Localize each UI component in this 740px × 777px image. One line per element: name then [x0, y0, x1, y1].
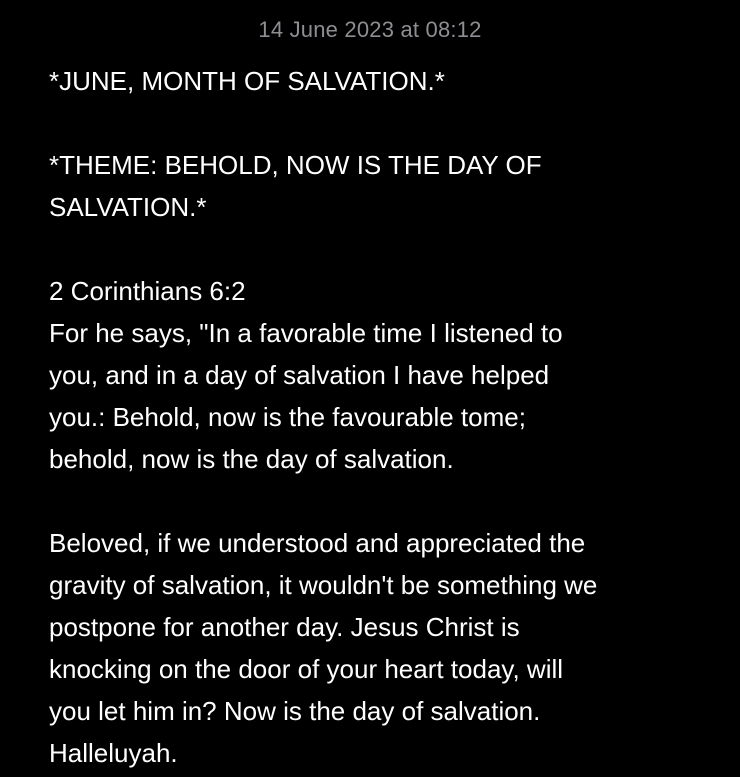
note-line-paragraph: knocking on the door of your heart today, will: [49, 654, 564, 684]
note-line-blank: [49, 480, 729, 522]
note-line-scripture: For he says, "In a favorable time I listened to: [49, 318, 563, 348]
note-line-scripture: you, and in a day of salvation I have helped: [49, 360, 550, 390]
note-line-paragraph: you let him in? Now is the day of salvation.: [49, 696, 541, 726]
note-line-theme-cont: SALVATION.*: [49, 192, 207, 222]
note-line-blank: [49, 228, 729, 270]
note-timestamp: 14 June 2023 at 08:12: [258, 17, 482, 42]
note-line-paragraph: postpone for another day. Jesus Christ is: [49, 612, 520, 642]
note-line-scripture: behold, now is the day of salvation.: [49, 444, 454, 474]
note-line-paragraph: Halleluyah.: [49, 738, 178, 768]
note-line-paragraph: Beloved, if we understood and appreciated the: [49, 528, 586, 558]
note-body[interactable]: [49, 60, 729, 774]
note-line-scripture: you.: Behold, now is the favourable tome;: [49, 402, 526, 432]
note-line-theme: *THEME: BEHOLD, NOW IS THE DAY OF: [49, 150, 542, 180]
note-line-blank: [49, 102, 729, 144]
note-line-scripture-ref: 2 Corinthians 6:2: [49, 276, 246, 306]
note-line-title: *JUNE, MONTH OF SALVATION.*: [49, 66, 445, 96]
note-line-paragraph: gravity of salvation, it wouldn't be something we: [49, 570, 598, 600]
